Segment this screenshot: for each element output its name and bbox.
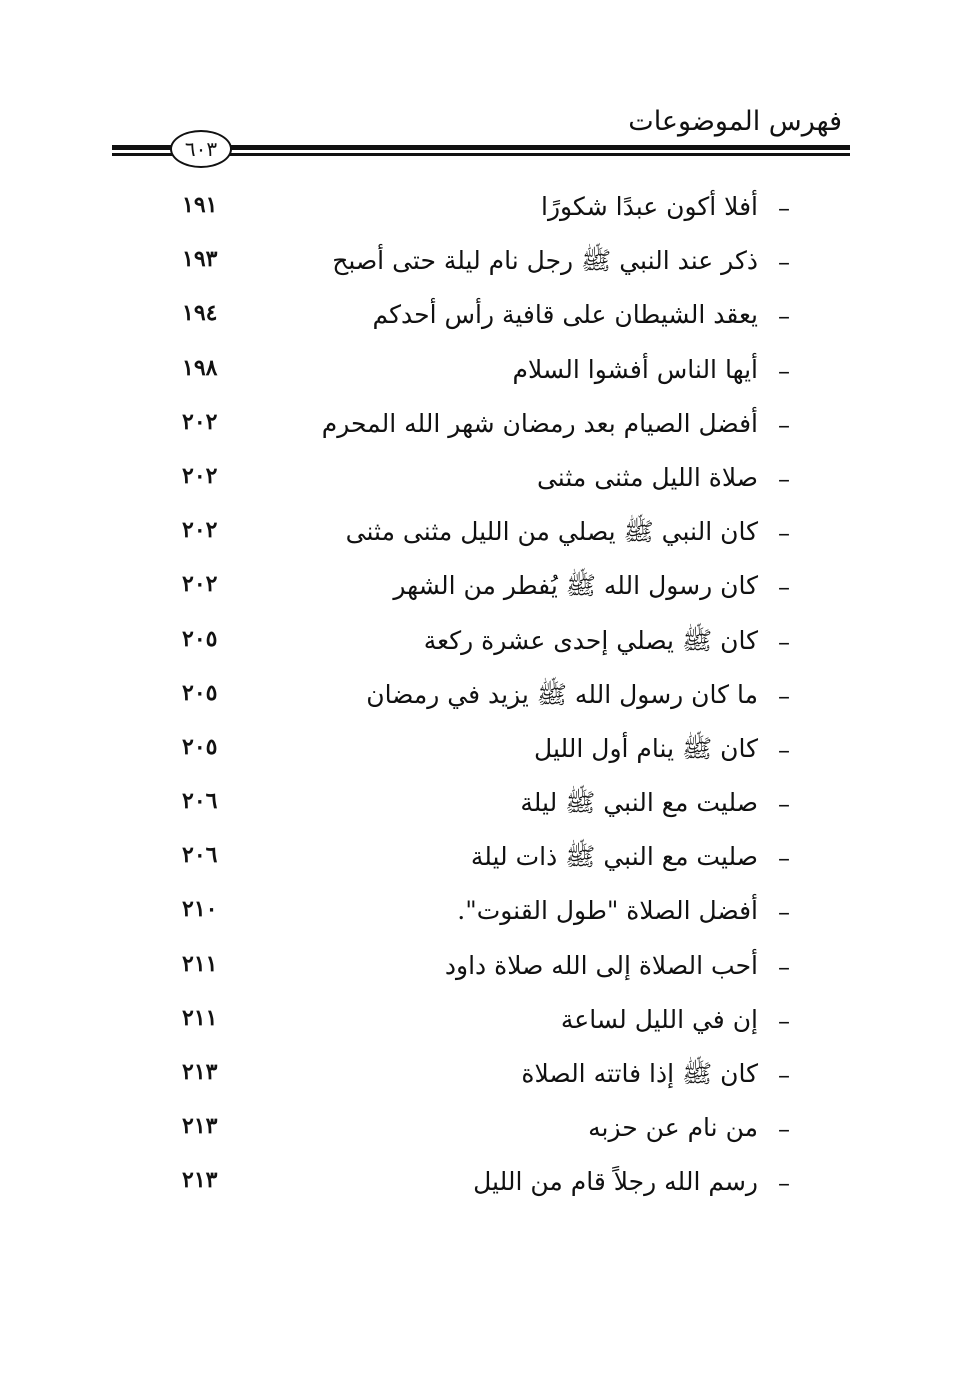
toc-entry — [0, 1057, 954, 1111]
toc-entry-title: ما كان رسول الله ﷺ يزيد في رمضان — [366, 679, 758, 709]
page-number-badge — [170, 130, 232, 168]
toc-entry-title: كان ﷺ ينام أول الليل — [534, 733, 758, 763]
toc-entry — [0, 298, 954, 352]
toc-entry-dash: – — [778, 1061, 790, 1089]
toc-entry — [0, 569, 954, 623]
toc-entry-title: أحب الصلاة إلى الله صلاة داود — [444, 950, 758, 980]
toc-entry-page-number: ٢١٣ — [182, 1059, 218, 1085]
toc-entry-page-number: ٢٠٢ — [182, 408, 218, 435]
toc-entry-title: ذكر عند النبي ﷺ رجل نام ليلة حتى أصبح — [332, 246, 758, 276]
toc-entry — [0, 624, 954, 678]
page-number: ٦٠٣ — [184, 137, 218, 161]
toc-entry — [0, 515, 954, 569]
toc-entry-title: كان النبي ﷺ يصلي من الليل مثنى مثنى — [345, 517, 758, 547]
toc-entry-title: رسم الله رجلاً قام من الليل — [473, 1167, 758, 1197]
toc-entry-page-number: ٢٠٥ — [182, 625, 218, 652]
toc-entry — [0, 353, 954, 407]
toc-entry-dash: – — [778, 302, 790, 331]
toc-entry — [0, 407, 954, 461]
toc-entry — [0, 786, 954, 840]
toc-entry-page-number: ٢٠٦ — [182, 842, 218, 869]
toc-entry-dash: – — [778, 1169, 790, 1198]
toc-entry — [0, 1003, 954, 1057]
toc-entry-page-number: ٢١٣ — [182, 1113, 218, 1140]
toc-entry-dash: – — [778, 248, 790, 277]
toc-entry-page-number: ٢٠٥ — [182, 733, 218, 760]
toc-entry-dash: – — [778, 1115, 790, 1144]
toc-entry — [0, 1165, 954, 1219]
toc-entry — [0, 190, 954, 244]
toc-entry-dash: – — [778, 1006, 790, 1035]
toc-entry-dash: – — [778, 952, 790, 981]
toc-entry-dash: – — [778, 573, 790, 602]
toc-entry-dash: – — [778, 194, 790, 222]
toc-entry-page-number: ٢١١ — [182, 1004, 218, 1031]
toc-entry-title: كان ﷺ يصلي إحدى عشرة ركعة — [423, 625, 758, 655]
toc-entry-title: أيها الناس أفشوا السلام — [512, 354, 758, 384]
toc-entry-dash: – — [778, 844, 790, 873]
toc-entry-title: يعقد الشيطان على قافية رأس أحدكم — [372, 300, 758, 330]
toc-entry-page-number: ٢٠٢ — [182, 462, 218, 489]
toc-entry-page-number: ٢١١ — [182, 950, 218, 977]
toc-entry-title: كان ﷺ إذا فاتته الصلاة — [521, 1059, 758, 1088]
toc-entry-page-number: ١٩٨ — [182, 354, 218, 381]
toc-entry-dash: – — [778, 410, 790, 439]
toc-entry-title: صليت مع النبي ﷺ ليلة — [520, 788, 758, 818]
toc-entry-dash: – — [778, 627, 790, 656]
toc-entry — [0, 244, 954, 298]
toc-entry-page-number: ٢٠٥ — [182, 679, 218, 706]
toc-entry-page-number: ١٩٣ — [182, 246, 218, 273]
toc-entry-page-number: ١٩١ — [182, 192, 218, 218]
page-header-title: فهرس الموضوعات — [628, 106, 842, 137]
toc-entry-dash: – — [778, 735, 790, 764]
toc-entry-title: أفضل الصلاة "طول القنوت". — [457, 896, 758, 926]
toc-entry — [0, 678, 954, 732]
toc-entry — [0, 840, 954, 894]
toc-entry-title: إن في الليل لساعة — [560, 1004, 758, 1034]
toc-entry-title: أفضل الصيام بعد رمضان شهر الله المحرم — [321, 408, 758, 438]
toc-entry-page-number: ١٩٤ — [182, 300, 218, 327]
toc-entry-page-number: ٢٠٦ — [182, 788, 218, 815]
table-of-contents — [0, 190, 954, 1220]
toc-entry-title: صليت مع النبي ﷺ ذات ليلة — [470, 842, 758, 872]
toc-entry-dash: – — [778, 356, 790, 385]
toc-entry-title: أفلا أكون عبدًا شكورًا — [541, 192, 758, 221]
toc-entry — [0, 894, 954, 948]
toc-entry-dash: – — [778, 898, 790, 927]
toc-entry — [0, 949, 954, 1003]
toc-entry-page-number: ٢١٠ — [182, 896, 218, 923]
toc-entry-dash: – — [778, 519, 790, 548]
toc-entry-dash: – — [778, 464, 790, 493]
toc-entry-dash: – — [778, 790, 790, 819]
toc-entry — [0, 732, 954, 786]
toc-entry-title: كان رسول الله ﷺ يُفطر من الشهر — [393, 571, 758, 601]
toc-entry-dash: – — [778, 681, 790, 710]
toc-entry-title: صلاة الليل مثنى مثنى — [536, 462, 758, 492]
toc-entry — [0, 1111, 954, 1165]
toc-entry-page-number: ٢٠٢ — [182, 571, 218, 598]
toc-entry — [0, 461, 954, 515]
toc-entry-page-number: ٢١٣ — [182, 1167, 218, 1194]
toc-entry-page-number: ٢٠٢ — [182, 517, 218, 544]
toc-entry-title: من نام عن حزبه — [588, 1113, 758, 1143]
